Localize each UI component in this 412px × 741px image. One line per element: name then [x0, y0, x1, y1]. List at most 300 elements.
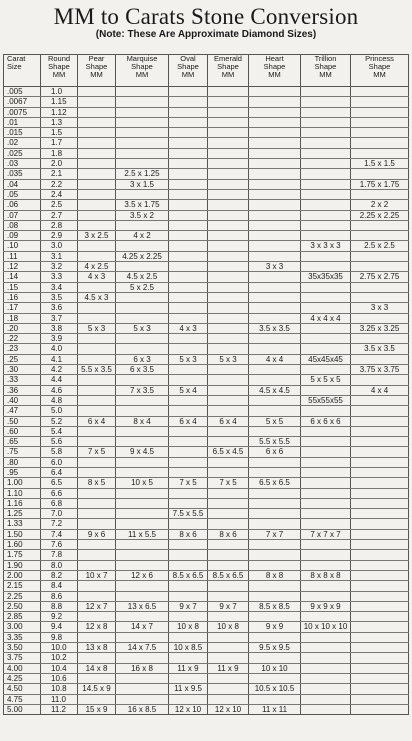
shape-mm-cell: 7 x 7 x 7 — [301, 529, 351, 539]
round-mm-cell: 8.8 — [41, 601, 78, 611]
shape-mm-cell: 5 x 3 — [169, 354, 208, 364]
shape-mm-cell — [169, 128, 208, 138]
shape-mm-cell — [249, 540, 301, 550]
shape-mm-cell — [78, 117, 116, 127]
shape-mm-cell: 3.75 x 3.75 — [351, 365, 409, 375]
header-text-line: Heart — [265, 54, 284, 63]
shape-mm-cell — [301, 406, 351, 416]
shape-mm-cell — [249, 344, 301, 354]
shape-mm-cell — [301, 128, 351, 138]
shape-mm-cell: 3.5 x 2 — [116, 210, 169, 220]
shape-mm-cell — [351, 694, 409, 704]
shape-mm-cell — [116, 344, 169, 354]
carat-cell: 2.15 — [4, 581, 41, 591]
carat-cell: 3.00 — [4, 622, 41, 632]
shape-mm-cell: 10 x 8.5 — [169, 643, 208, 653]
shape-mm-cell — [78, 138, 116, 148]
shape-mm-cell — [301, 169, 351, 179]
shape-mm-cell: 9 x 9 x 9 — [301, 601, 351, 611]
shape-mm-cell — [301, 478, 351, 488]
shape-mm-cell: 7 x 7 — [249, 529, 301, 539]
shape-mm-cell — [116, 97, 169, 107]
shape-mm-cell — [249, 334, 301, 344]
table-row — [4, 560, 409, 570]
carat-size-header — [4, 55, 41, 87]
shape-mm-cell: 11 x 5.5 — [116, 529, 169, 539]
shape-mm-cell — [301, 673, 351, 683]
shape-mm-cell — [301, 292, 351, 302]
shape-mm-cell: 4.5 x 2.5 — [116, 272, 169, 282]
table-row — [4, 416, 409, 426]
shape-mm-cell — [351, 220, 409, 230]
shape-mm-cell — [208, 210, 249, 220]
round-mm-cell: 2.1 — [41, 169, 78, 179]
shape-mm-cell — [78, 694, 116, 704]
shape-mm-cell: 6 x 3.5 — [116, 365, 169, 375]
round-mm-cell: 9.2 — [41, 612, 78, 622]
carat-cell: .18 — [4, 313, 41, 323]
carat-cell: .33 — [4, 375, 41, 385]
shape-mm-cell — [249, 467, 301, 477]
shape-mm-cell — [169, 210, 208, 220]
shape-mm-cell — [78, 169, 116, 179]
shape-mm-cell: 10 x 8 — [169, 622, 208, 632]
shape-mm-cell — [249, 117, 301, 127]
shape-mm-cell: 9 x 7 — [208, 601, 249, 611]
shape-mm-cell — [351, 292, 409, 302]
shape-mm-cell — [301, 426, 351, 436]
carat-cell: .0075 — [4, 107, 41, 117]
shape-mm-cell — [78, 179, 116, 189]
shape-mm-cell: 4.25 x 2.25 — [116, 251, 169, 261]
shape-mm-cell — [249, 138, 301, 148]
shape-mm-cell — [351, 437, 409, 447]
shape-mm-cell — [301, 200, 351, 210]
shape-mm-cell — [301, 643, 351, 653]
table-row — [4, 663, 409, 673]
shape-mm-cell: 15 x 9 — [78, 704, 116, 714]
shape-mm-cell: 11 x 11 — [249, 704, 301, 714]
shape-mm-cell — [116, 375, 169, 385]
shape-mm-cell — [351, 519, 409, 529]
shape-mm-cell: 35x35x35 — [301, 272, 351, 282]
table-row — [4, 540, 409, 550]
shape-mm-cell: 14 x 7.5 — [116, 643, 169, 653]
carat-cell: 1.90 — [4, 560, 41, 570]
table-row — [4, 375, 409, 385]
shape-mm-cell — [351, 622, 409, 632]
round-mm-cell: 7.4 — [41, 529, 78, 539]
shape-mm-cell — [351, 282, 409, 292]
shape-mm-cell — [169, 632, 208, 642]
table-row — [4, 87, 409, 97]
shape-mm-cell — [301, 591, 351, 601]
shape-mm-cell — [169, 107, 208, 117]
shape-mm-cell — [249, 498, 301, 508]
shape-mm-cell — [351, 87, 409, 97]
shape-mm-cell — [78, 612, 116, 622]
shape-mm-cell — [208, 138, 249, 148]
shape-mm-cell — [78, 200, 116, 210]
carat-cell: .22 — [4, 334, 41, 344]
carat-cell: .14 — [4, 272, 41, 282]
emerald-shape-header — [208, 55, 249, 87]
shape-mm-cell — [301, 653, 351, 663]
round-mm-cell: 2.4 — [41, 189, 78, 199]
round-mm-cell: 4.4 — [41, 375, 78, 385]
shape-mm-cell — [301, 97, 351, 107]
carat-cell: 1.25 — [4, 509, 41, 519]
table-row — [4, 570, 409, 580]
shape-mm-cell — [116, 87, 169, 97]
shape-mm-cell — [351, 97, 409, 107]
shape-mm-cell: 7 x 3.5 — [116, 385, 169, 395]
shape-mm-cell: 6 x 4 — [78, 416, 116, 426]
shape-mm-cell — [78, 560, 116, 570]
shape-mm-cell — [208, 437, 249, 447]
round-mm-cell: 2.5 — [41, 200, 78, 210]
shape-mm-cell: 8 x 8 — [249, 570, 301, 580]
table-row — [4, 107, 409, 117]
shape-mm-cell — [351, 189, 409, 199]
table-row — [4, 189, 409, 199]
shape-mm-cell — [351, 653, 409, 663]
shape-mm-cell — [169, 179, 208, 189]
shape-mm-cell — [301, 632, 351, 642]
shape-mm-cell: 8 x 4 — [116, 416, 169, 426]
carat-cell: .09 — [4, 231, 41, 241]
shape-mm-cell: 5 x 3 — [78, 323, 116, 333]
shape-mm-cell — [78, 673, 116, 683]
header-text-line: Oval — [180, 54, 196, 63]
round-mm-cell: 3.7 — [41, 313, 78, 323]
table-row — [4, 231, 409, 241]
shape-mm-cell — [116, 498, 169, 508]
round-mm-cell: 6.8 — [41, 498, 78, 508]
table-row — [4, 220, 409, 230]
shape-mm-cell — [249, 694, 301, 704]
round-mm-cell: 3.6 — [41, 303, 78, 313]
round-mm-cell: 4.2 — [41, 365, 78, 375]
shape-mm-cell — [351, 107, 409, 117]
shape-mm-cell — [249, 220, 301, 230]
shape-mm-cell — [208, 550, 249, 560]
shape-mm-cell — [301, 344, 351, 354]
shape-mm-cell: 13 x 8 — [78, 643, 116, 653]
shape-mm-cell — [78, 87, 116, 97]
round-mm-cell: 5.2 — [41, 416, 78, 426]
shape-mm-cell — [208, 148, 249, 158]
shape-mm-cell — [169, 437, 208, 447]
shape-mm-cell: 12 x 10 — [208, 704, 249, 714]
shape-mm-cell — [301, 447, 351, 457]
shape-mm-cell — [78, 437, 116, 447]
shape-mm-cell: 10.5 x 10.5 — [249, 684, 301, 694]
shape-mm-cell — [351, 117, 409, 127]
shape-mm-cell: 4 x 4 x 4 — [301, 313, 351, 323]
shape-mm-cell — [78, 334, 116, 344]
shape-mm-cell — [116, 488, 169, 498]
carat-cell: .23 — [4, 344, 41, 354]
carat-cell: .20 — [4, 323, 41, 333]
shape-mm-cell — [169, 169, 208, 179]
shape-mm-cell — [169, 138, 208, 148]
shape-mm-cell — [78, 282, 116, 292]
shape-mm-cell: 14.5 x 9 — [78, 684, 116, 694]
shape-mm-cell: 3.25 x 3.25 — [351, 323, 409, 333]
shape-mm-cell — [351, 334, 409, 344]
shape-mm-cell — [249, 169, 301, 179]
shape-mm-cell — [301, 231, 351, 241]
shape-mm-cell: 10 x 7 — [78, 570, 116, 580]
carat-cell: .035 — [4, 169, 41, 179]
round-mm-cell: 4.0 — [41, 344, 78, 354]
shape-mm-cell: 3.5 x 3.5 — [351, 344, 409, 354]
shape-mm-cell: 11 x 9.5 — [169, 684, 208, 694]
carat-cell: 5.00 — [4, 704, 41, 714]
heart-shape-header — [249, 55, 301, 87]
shape-mm-cell: 12 x 8 — [78, 622, 116, 632]
shape-mm-cell: 2.5 x 2.5 — [351, 241, 409, 251]
round-mm-cell: 3.5 — [41, 292, 78, 302]
shape-mm-cell: 2.75 x 2.75 — [351, 272, 409, 282]
shape-mm-cell: 3 x 1.5 — [116, 179, 169, 189]
shape-mm-cell — [208, 159, 249, 169]
shape-mm-cell — [208, 673, 249, 683]
shape-mm-cell: 14 x 8 — [78, 663, 116, 673]
carat-cell: .25 — [4, 354, 41, 364]
shape-mm-cell — [208, 560, 249, 570]
table-row — [4, 643, 409, 653]
shape-mm-cell — [116, 138, 169, 148]
carat-cell: .015 — [4, 128, 41, 138]
table-row — [4, 313, 409, 323]
shape-mm-cell — [169, 251, 208, 261]
shape-mm-cell — [116, 632, 169, 642]
round-mm-cell: 3.4 — [41, 282, 78, 292]
round-mm-cell: 3.9 — [41, 334, 78, 344]
table-row — [4, 210, 409, 220]
shape-mm-cell — [116, 694, 169, 704]
round-mm-cell: 4.8 — [41, 395, 78, 405]
round-mm-cell: 1.12 — [41, 107, 78, 117]
shape-mm-cell — [116, 334, 169, 344]
carat-cell: .0067 — [4, 97, 41, 107]
shape-mm-cell: 5 x 5 — [249, 416, 301, 426]
shape-mm-cell: 5 x 5 x 5 — [301, 375, 351, 385]
shape-mm-cell — [116, 292, 169, 302]
header-text-line: Shape — [314, 62, 337, 71]
shape-mm-cell — [78, 375, 116, 385]
carat-cell: .30 — [4, 365, 41, 375]
table-row — [4, 97, 409, 107]
header-text-line: Trillion — [314, 54, 337, 63]
shape-mm-cell — [78, 97, 116, 107]
shape-mm-cell — [208, 540, 249, 550]
round-mm-cell: 3.3 — [41, 272, 78, 282]
round-mm-cell: 3.1 — [41, 251, 78, 261]
shape-mm-cell — [116, 313, 169, 323]
carat-cell: 2.25 — [4, 591, 41, 601]
shape-mm-cell — [249, 189, 301, 199]
shape-mm-cell: 7 x 5 — [78, 447, 116, 457]
shape-mm-cell — [169, 159, 208, 169]
carat-cell: .03 — [4, 159, 41, 169]
shape-mm-cell — [351, 581, 409, 591]
shape-mm-cell — [208, 632, 249, 642]
shape-mm-cell — [169, 540, 208, 550]
shape-mm-cell — [169, 591, 208, 601]
trillion-shape-header — [301, 55, 351, 87]
header-text-line: Shape — [85, 62, 108, 71]
shape-mm-cell — [78, 210, 116, 220]
shape-mm-cell — [351, 313, 409, 323]
shape-mm-cell — [301, 138, 351, 148]
round-mm-cell: 6.6 — [41, 488, 78, 498]
carat-cell: .75 — [4, 447, 41, 457]
shape-mm-cell — [169, 344, 208, 354]
shape-mm-cell — [249, 272, 301, 282]
header-text-line: MM — [181, 70, 195, 79]
shape-mm-cell — [208, 97, 249, 107]
shape-mm-cell: 11 x 9 — [169, 663, 208, 673]
carat-cell: 4.25 — [4, 673, 41, 683]
shape-mm-cell — [116, 262, 169, 272]
shape-mm-cell — [208, 169, 249, 179]
shape-mm-cell — [78, 251, 116, 261]
carat-cell: .07 — [4, 210, 41, 220]
shape-mm-cell — [78, 395, 116, 405]
shape-mm-cell — [249, 303, 301, 313]
round-mm-cell: 10.2 — [41, 653, 78, 663]
shape-mm-cell — [208, 694, 249, 704]
table-row — [4, 632, 409, 642]
shape-mm-cell — [208, 643, 249, 653]
shape-mm-cell — [78, 457, 116, 467]
shape-mm-cell — [169, 426, 208, 436]
shape-mm-cell — [169, 262, 208, 272]
shape-mm-cell: 5 x 3 — [208, 354, 249, 364]
shape-mm-cell — [116, 457, 169, 467]
shape-mm-cell — [301, 87, 351, 97]
table-body — [4, 87, 409, 715]
round-mm-cell: 10.0 — [41, 643, 78, 653]
shape-mm-cell — [301, 303, 351, 313]
shape-mm-cell — [208, 323, 249, 333]
shape-mm-cell — [208, 509, 249, 519]
round-mm-cell: 11.0 — [41, 694, 78, 704]
carat-cell: .15 — [4, 282, 41, 292]
shape-mm-cell — [169, 395, 208, 405]
round-mm-cell: 11.2 — [41, 704, 78, 714]
carat-cell: .40 — [4, 395, 41, 405]
shape-mm-cell — [208, 292, 249, 302]
shape-mm-cell — [301, 323, 351, 333]
shape-mm-cell — [351, 262, 409, 272]
shape-mm-cell — [78, 128, 116, 138]
shape-mm-cell: 8 x 6 — [169, 529, 208, 539]
shape-mm-cell — [78, 313, 116, 323]
shape-mm-cell — [78, 354, 116, 364]
shape-mm-cell — [116, 148, 169, 158]
shape-mm-cell — [351, 354, 409, 364]
table-row — [4, 488, 409, 498]
shape-mm-cell — [208, 457, 249, 467]
shape-mm-cell — [351, 570, 409, 580]
round-mm-cell: 3.2 — [41, 262, 78, 272]
table-row — [4, 354, 409, 364]
conversion-table — [3, 54, 409, 715]
header-text-line: MM — [52, 70, 66, 79]
shape-mm-cell: 8.5 x 8.5 — [249, 601, 301, 611]
shape-mm-cell — [208, 200, 249, 210]
round-mm-cell: 10.4 — [41, 663, 78, 673]
header-text-line: Shape — [368, 62, 391, 71]
table-row — [4, 447, 409, 457]
shape-mm-cell — [301, 210, 351, 220]
round-mm-cell: 2.0 — [41, 159, 78, 169]
shape-mm-cell — [351, 643, 409, 653]
shape-mm-cell: 4.5 x 4.5 — [249, 385, 301, 395]
shape-mm-cell: 1.75 x 1.75 — [351, 179, 409, 189]
shape-mm-cell — [78, 653, 116, 663]
shape-mm-cell — [169, 653, 208, 663]
table-row — [4, 673, 409, 683]
shape-mm-cell — [208, 581, 249, 591]
shape-mm-cell: 55x55x55 — [301, 395, 351, 405]
shape-mm-cell — [301, 117, 351, 127]
shape-mm-cell — [351, 457, 409, 467]
shape-mm-cell — [116, 395, 169, 405]
shape-mm-cell — [351, 560, 409, 570]
carat-cell: 1.00 — [4, 478, 41, 488]
shape-mm-cell — [301, 189, 351, 199]
shape-mm-cell: 4 x 2.5 — [78, 262, 116, 272]
header-text-line: Marquise — [126, 54, 158, 63]
shape-mm-cell — [116, 581, 169, 591]
shape-mm-cell — [249, 313, 301, 323]
shape-mm-cell — [208, 251, 249, 261]
table-row — [4, 262, 409, 272]
carat-cell: 2.00 — [4, 570, 41, 580]
shape-mm-cell — [78, 344, 116, 354]
shape-mm-cell: 12 x 6 — [116, 570, 169, 580]
shape-mm-cell — [301, 179, 351, 189]
round-mm-cell: 7.0 — [41, 509, 78, 519]
table-row — [4, 385, 409, 395]
shape-mm-cell — [116, 509, 169, 519]
carat-cell: 3.75 — [4, 653, 41, 663]
shape-mm-cell: 2 x 2 — [351, 200, 409, 210]
shape-mm-cell — [208, 498, 249, 508]
pear-shape-header — [78, 55, 116, 87]
shape-mm-cell — [78, 581, 116, 591]
shape-mm-cell — [116, 591, 169, 601]
round-mm-cell: 6.0 — [41, 457, 78, 467]
carat-cell: .17 — [4, 303, 41, 313]
round-mm-cell: 1.5 — [41, 128, 78, 138]
carat-cell: .36 — [4, 385, 41, 395]
shape-mm-cell — [208, 241, 249, 251]
carat-cell: 1.10 — [4, 488, 41, 498]
shape-mm-cell — [208, 262, 249, 272]
carat-cell: .01 — [4, 117, 41, 127]
shape-mm-cell: 3 x 3 x 3 — [301, 241, 351, 251]
shape-mm-cell: 9.5 x 9.5 — [249, 643, 301, 653]
table-row — [4, 612, 409, 622]
carat-cell: .005 — [4, 87, 41, 97]
table-row — [4, 601, 409, 611]
